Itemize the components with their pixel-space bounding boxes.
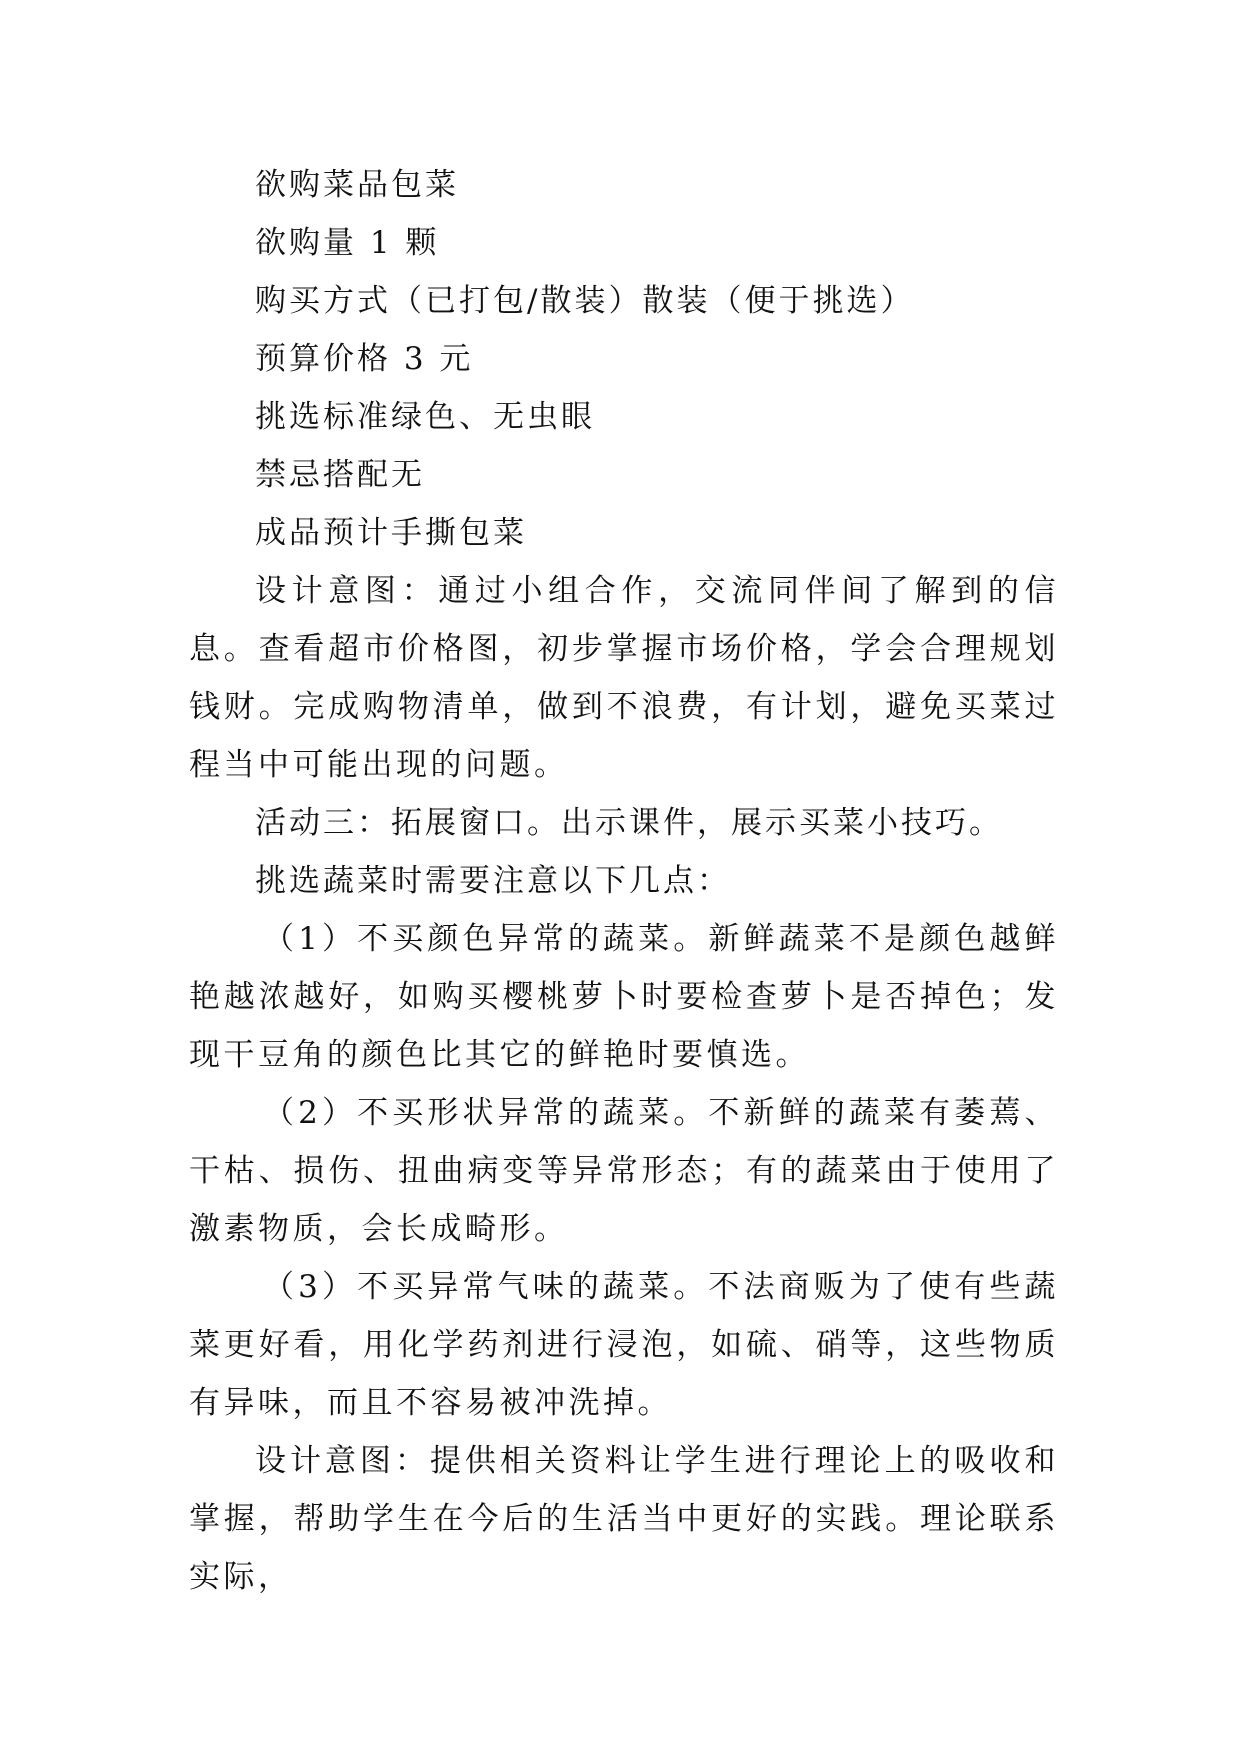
design-intent-paragraph-1: 设计意图：通过小组合作，交流同伴间了解到的信息。查看超市价格图，初步掌握市场价格，学会合理规划钱财。完成购物清单，做到不浪费，有计划，避免买菜过程当中可能出现的问题。 bbox=[189, 573, 1059, 783]
form-line-budget: 预算价格 3 元 bbox=[255, 341, 474, 377]
activity-three-line: 活动三：拓展窗口。出示课件，展示买菜小技巧。 bbox=[255, 805, 1003, 841]
form-line-dish: 欲购菜品包菜 bbox=[255, 167, 459, 203]
document-body bbox=[189, 156, 1059, 1606]
form-line-quantity: 欲购量 1 颗 bbox=[255, 225, 440, 261]
tips-intro-line: 挑选蔬菜时需要注意以下几点： bbox=[255, 863, 731, 899]
form-line-selection-criteria: 挑选标准绿色、无虫眼 bbox=[255, 399, 595, 435]
form-line-taboo-pairing: 禁忌搭配无 bbox=[255, 457, 425, 493]
design-intent-paragraph-2: 设计意图：提供相关资料让学生进行理论上的吸收和掌握，帮助学生在今后的生活当中更好的实践。理论联系实际， bbox=[189, 1443, 1059, 1595]
tip-item-3: （3）不买异常气味的蔬菜。不法商贩为了使有些蔬菜更好看，用化学药剂进行浸泡，如硫、硝等，这些物质有异味，而且不容易被冲洗掉。 bbox=[189, 1269, 1059, 1421]
form-line-finished-dish: 成品预计手撕包菜 bbox=[255, 515, 527, 551]
tip-item-1: （1）不买颜色异常的蔬菜。新鲜蔬菜不是颜色越鲜艳越浓越好，如购买樱桃萝卜时要检查萝卜是否掉色；发现干豆角的颜色比其它的鲜艳时要慎选。 bbox=[189, 921, 1059, 1073]
form-line-purchase-method: 购买方式（已打包/散装）散装（便于挑选） bbox=[255, 283, 915, 319]
tip-item-2: （2）不买形状异常的蔬菜。不新鲜的蔬菜有萎蔫、干枯、损伤、扭曲病变等异常形态；有的蔬菜由于使用了激素物质，会长成畸形。 bbox=[189, 1095, 1059, 1247]
